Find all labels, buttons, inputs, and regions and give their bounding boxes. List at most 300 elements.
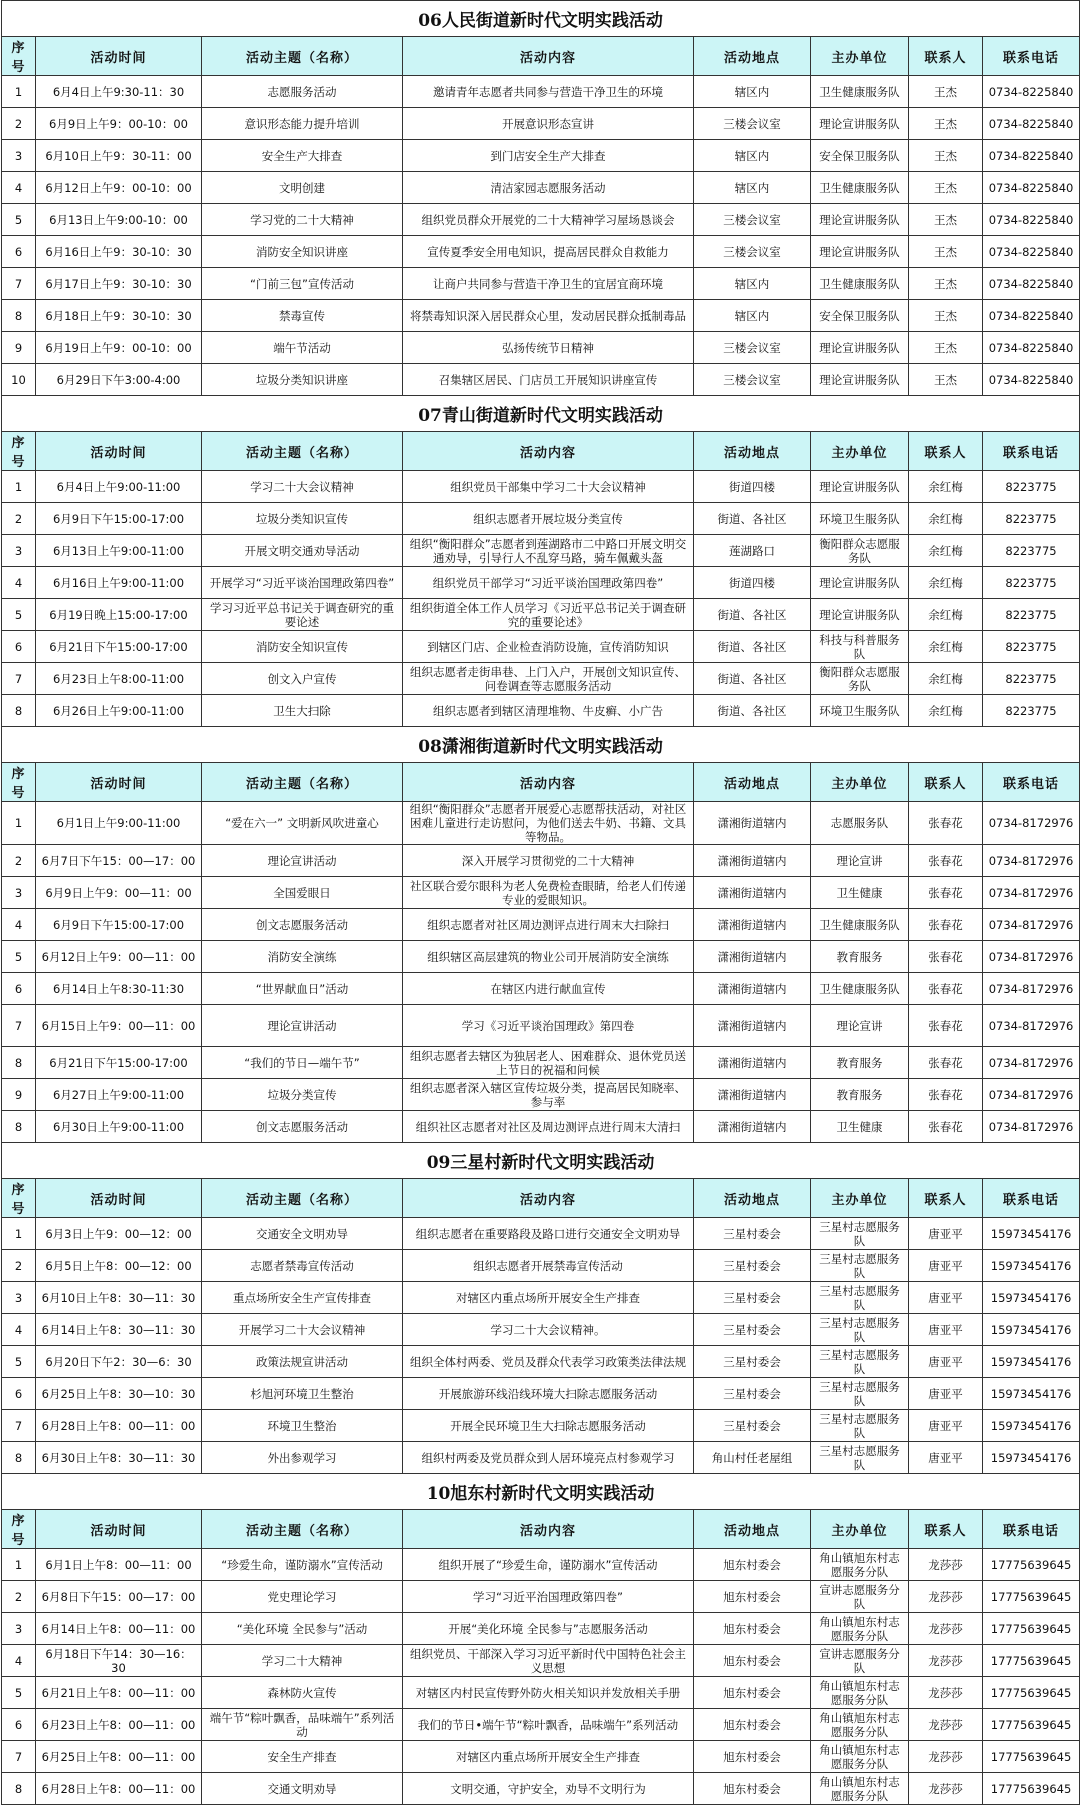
table-row (2, 567, 1080, 599)
row-number: 4 (2, 909, 36, 941)
table-row (2, 364, 1080, 396)
row-number: 2 (2, 845, 36, 877)
table-row (2, 1047, 1080, 1079)
row-number: 3 (2, 877, 36, 909)
organizer: 理论宣讲服务队 (811, 471, 909, 503)
table-header-row (2, 37, 1080, 76)
activity-place: 三楼会议室 (694, 332, 811, 364)
activity-content: 开展“美化环境 全民参与”志愿服务活动 (403, 1613, 694, 1645)
contact-phone: 8223775 (983, 535, 1080, 567)
activity-time: 6月13日上午9:00-10：00 (36, 204, 202, 236)
organizer: 理论宣讲服务队 (811, 567, 909, 599)
activity-place: 潇湘街道辖内 (694, 1111, 811, 1143)
section-title: 06人民街道新时代文明实践活动 (2, 1, 1080, 37)
column-header: 活动主题（名称） (202, 1510, 403, 1549)
column-header: 活动内容 (403, 432, 694, 471)
activity-content: 在辖区内进行献血宣传 (403, 973, 694, 1005)
organizer: 衡阳群众志愿服务队 (811, 535, 909, 567)
contact-person: 唐亚平 (909, 1442, 983, 1474)
contact-phone: 0734-8172976 (983, 877, 1080, 909)
activity-time: 6月12日上午9：00—11：00 (36, 941, 202, 973)
contact-person: 张春花 (909, 1079, 983, 1111)
activity-content: 组织村两委及党员群众到人居环境亮点村参观学习 (403, 1442, 694, 1474)
table-row (2, 845, 1080, 877)
table-row (2, 1346, 1080, 1378)
organizer: 教育服务 (811, 941, 909, 973)
column-header: 活动地点 (694, 1510, 811, 1549)
activity-content: 邀请青年志愿者共同参与营造干净卫生的环境 (403, 76, 694, 108)
activity-content: 组织辖区高层建筑的物业公司开展消防安全演练 (403, 941, 694, 973)
contact-person: 余红梅 (909, 695, 983, 727)
activity-theme: 理论宣讲活动 (202, 845, 403, 877)
table-row (2, 1218, 1080, 1250)
contact-phone: 17775639645 (983, 1741, 1080, 1773)
organizer: 角山镇旭东村志愿服务分队 (811, 1677, 909, 1709)
table-row (2, 1005, 1080, 1047)
table-row (2, 941, 1080, 973)
table-row (2, 1111, 1080, 1143)
section-title-row (2, 1143, 1080, 1179)
activity-theme: 全国爱眼日 (202, 877, 403, 909)
activity-time: 6月4日上午9:00-11:00 (36, 471, 202, 503)
contact-phone: 15973454176 (983, 1442, 1080, 1474)
organizer: 教育服务 (811, 1079, 909, 1111)
row-number: 3 (2, 1282, 36, 1314)
row-number: 4 (2, 567, 36, 599)
activity-content: 到门店安全生产大排查 (403, 140, 694, 172)
row-number: 4 (2, 1314, 36, 1346)
row-number: 1 (2, 76, 36, 108)
organizer: 三星村志愿服务队 (811, 1218, 909, 1250)
organizer: 卫生健康服务队 (811, 909, 909, 941)
activity-content: 学习二十大会议精神。 (403, 1314, 694, 1346)
contact-person: 张春花 (909, 1005, 983, 1047)
row-number: 1 (2, 471, 36, 503)
activity-time: 6月26日上午9:00-11:00 (36, 695, 202, 727)
section-title-row (2, 396, 1080, 432)
organizer: 卫生健康服务队 (811, 172, 909, 204)
activity-place: 三星村委会 (694, 1314, 811, 1346)
contact-phone: 15973454176 (983, 1218, 1080, 1250)
activity-time: 6月16日上午9:00-11:00 (36, 567, 202, 599)
contact-person: 唐亚平 (909, 1282, 983, 1314)
activity-place: 旭东村委会 (694, 1613, 811, 1645)
activity-place: 潇湘街道辖内 (694, 909, 811, 941)
activity-place: 潇湘街道辖内 (694, 1047, 811, 1079)
table-row (2, 503, 1080, 535)
organizer: 环境卫生服务队 (811, 503, 909, 535)
column-header: 活动主题（名称） (202, 37, 403, 76)
activity-content: 学习“习近平治国理政第四卷” (403, 1581, 694, 1613)
row-number: 3 (2, 1613, 36, 1645)
activity-theme: 消防安全知识宣传 (202, 631, 403, 663)
contact-phone: 15973454176 (983, 1282, 1080, 1314)
table-row (2, 268, 1080, 300)
activity-content: 组织志愿者开展垃圾分类宣传 (403, 503, 694, 535)
activity-theme: 党史理论学习 (202, 1581, 403, 1613)
contact-phone: 17775639645 (983, 1677, 1080, 1709)
activity-place: 三楼会议室 (694, 108, 811, 140)
section-title: 10旭东村新时代文明实践活动 (2, 1474, 1080, 1510)
activity-time: 6月16日上午9：30-10：30 (36, 236, 202, 268)
column-header: 主办单位 (811, 432, 909, 471)
contact-person: 唐亚平 (909, 1250, 983, 1282)
activity-time: 6月18日下午14：30—16：30 (36, 1645, 202, 1677)
section-title: 09三星村新时代文明实践活动 (2, 1143, 1080, 1179)
activity-schedule (1, 0, 1079, 1805)
table-row (2, 1282, 1080, 1314)
contact-phone: 15973454176 (983, 1378, 1080, 1410)
contact-person: 龙莎莎 (909, 1645, 983, 1677)
row-number: 9 (2, 332, 36, 364)
contact-person: 余红梅 (909, 567, 983, 599)
activity-time: 6月1日上午8：00—11：00 (36, 1549, 202, 1581)
activity-place: 辖区内 (694, 76, 811, 108)
row-number: 7 (2, 663, 36, 695)
activity-place: 潇湘街道辖内 (694, 845, 811, 877)
activity-content: 组织党员、干部深入学习习近平新时代中国特色社会主义思想 (403, 1645, 694, 1677)
table-row (2, 631, 1080, 663)
contact-phone: 0734-8225840 (983, 268, 1080, 300)
activity-theme: 安全生产大排查 (202, 140, 403, 172)
table-row (2, 1549, 1080, 1581)
contact-phone: 0734-8225840 (983, 236, 1080, 268)
contact-phone: 0734-8172976 (983, 973, 1080, 1005)
activity-time: 6月13日上午9:00-11:00 (36, 535, 202, 567)
organizer: 卫生健康服务队 (811, 76, 909, 108)
column-header: 活动内容 (403, 1510, 694, 1549)
contact-phone: 17775639645 (983, 1613, 1080, 1645)
activity-theme: 意识形态能力提升培训 (202, 108, 403, 140)
organizer: 三星村志愿服务队 (811, 1410, 909, 1442)
activity-time: 6月23日上午8:00-11:00 (36, 663, 202, 695)
table-row (2, 140, 1080, 172)
organizer: 三星村志愿服务队 (811, 1346, 909, 1378)
contact-person: 张春花 (909, 909, 983, 941)
activity-place: 三星村委会 (694, 1282, 811, 1314)
organizer: 三星村志愿服务队 (811, 1282, 909, 1314)
activity-theme: 交通安全文明劝导 (202, 1218, 403, 1250)
activity-place: 辖区内 (694, 140, 811, 172)
row-number: 3 (2, 140, 36, 172)
activity-time: 6月7日下午15：00—17：00 (36, 845, 202, 877)
row-number: 8 (2, 1111, 36, 1143)
contact-person: 龙莎莎 (909, 1773, 983, 1805)
contact-person: 余红梅 (909, 663, 983, 695)
activity-content: 组织党员干部学习“习近平谈治国理政第四卷” (403, 567, 694, 599)
table-header-row (2, 1510, 1080, 1549)
column-header: 活动时间 (36, 37, 202, 76)
row-number: 2 (2, 108, 36, 140)
table-row (2, 471, 1080, 503)
activity-theme: 政策法规宣讲活动 (202, 1346, 403, 1378)
activity-time: 6月10日上午8：30—11：30 (36, 1282, 202, 1314)
row-number: 4 (2, 1645, 36, 1677)
row-number: 10 (2, 364, 36, 396)
table-row (2, 535, 1080, 567)
activity-content: 宣传夏季安全用电知识，提高居民群众自救能力 (403, 236, 694, 268)
column-header: 主办单位 (811, 1179, 909, 1218)
activity-time: 6月28日上午8：00—11：00 (36, 1773, 202, 1805)
table-row (2, 1079, 1080, 1111)
table-row (2, 599, 1080, 631)
activity-content: 将禁毒知识深入居民群众心里，发动居民群众抵制毒品 (403, 300, 694, 332)
activity-content: 组织“衡阳群众”志愿者开展爱心志愿帮扶活动，对社区困难儿童进行走访慰问，为他们送去牛奶、书籍、文具等物品。 (403, 802, 694, 845)
activity-theme: 学习二十大精神 (202, 1645, 403, 1677)
organizer: 卫生健康服务队 (811, 268, 909, 300)
contact-person: 唐亚平 (909, 1346, 983, 1378)
section-title: 07青山街道新时代文明实践活动 (2, 396, 1080, 432)
activity-content: 文明交通，守护安全，劝导不文明行为 (403, 1773, 694, 1805)
activity-content: 对辖区内村民宣传野外防火相关知识并发放相关手册 (403, 1677, 694, 1709)
contact-person: 张春花 (909, 845, 983, 877)
activity-theme: “我们的节日—端午节” (202, 1047, 403, 1079)
organizer: 理论宣讲服务队 (811, 108, 909, 140)
contact-phone: 8223775 (983, 471, 1080, 503)
activity-content: 组织党员干部集中学习二十大会议精神 (403, 471, 694, 503)
column-header: 活动时间 (36, 432, 202, 471)
activity-content: 组织志愿者去辖区为独居老人、困难群众、退休党员送上节日的祝福和问候 (403, 1047, 694, 1079)
row-number: 2 (2, 1250, 36, 1282)
activity-content: 开展旅游环线沿线环境大扫除志愿服务活动 (403, 1378, 694, 1410)
contact-phone: 17775639645 (983, 1581, 1080, 1613)
activity-content: 社区联合爱尔眼科为老人免费检查眼睛，给老人们传递专业的爱眼知识。 (403, 877, 694, 909)
organizer: 宣讲志愿服务分队 (811, 1645, 909, 1677)
activity-theme: “世界献血日”活动 (202, 973, 403, 1005)
column-header: 联系人 (909, 432, 983, 471)
column-header: 活动主题（名称） (202, 763, 403, 802)
activity-content: 开展意识形态宣讲 (403, 108, 694, 140)
row-number: 1 (2, 802, 36, 845)
contact-person: 唐亚平 (909, 1218, 983, 1250)
activity-content: 组织街道全体工作人员学习《习近平总书记关于调查研究的重要论述》 (403, 599, 694, 631)
activity-theme: 学习习近平总书记关于调查研究的重要论述 (202, 599, 403, 631)
activity-place: 三星村委会 (694, 1378, 811, 1410)
column-header: 序号 (2, 37, 36, 76)
contact-person: 龙莎莎 (909, 1581, 983, 1613)
activity-theme: 端午节活动 (202, 332, 403, 364)
row-number: 7 (2, 1005, 36, 1047)
contact-person: 张春花 (909, 877, 983, 909)
table-row (2, 695, 1080, 727)
organizer: 理论宣讲服务队 (811, 236, 909, 268)
column-header: 联系电话 (983, 1510, 1080, 1549)
column-header: 联系电话 (983, 37, 1080, 76)
row-number: 1 (2, 1218, 36, 1250)
column-header: 活动时间 (36, 1510, 202, 1549)
organizer: 环境卫生服务队 (811, 695, 909, 727)
activity-place: 三星村委会 (694, 1218, 811, 1250)
row-number: 6 (2, 631, 36, 663)
activity-time: 6月23日上午8：00—11：00 (36, 1709, 202, 1741)
activity-theme: “门前三包”宣传活动 (202, 268, 403, 300)
activity-place: 旭东村委会 (694, 1581, 811, 1613)
row-number: 8 (2, 695, 36, 727)
activity-theme: 消防安全知识讲座 (202, 236, 403, 268)
contact-phone: 0734-8172976 (983, 1005, 1080, 1047)
row-number: 7 (2, 1410, 36, 1442)
activity-content: 组织志愿者到辖区清理堆物、牛皮癣、小广告 (403, 695, 694, 727)
row-number: 3 (2, 535, 36, 567)
row-number: 9 (2, 1079, 36, 1111)
activity-theme: 志愿者禁毒宣传活动 (202, 1250, 403, 1282)
table-row (2, 802, 1080, 845)
activity-time: 6月8日下午15：00—17：00 (36, 1581, 202, 1613)
table-row (2, 1410, 1080, 1442)
activity-time: 6月14日上午8：00—11：00 (36, 1613, 202, 1645)
contact-person: 王杰 (909, 140, 983, 172)
column-header: 活动主题（名称） (202, 432, 403, 471)
activity-time: 6月19日晚上15:00-17:00 (36, 599, 202, 631)
activity-time: 6月15日上午9：00—11：00 (36, 1005, 202, 1047)
row-number: 7 (2, 1741, 36, 1773)
contact-phone: 8223775 (983, 503, 1080, 535)
column-header: 活动地点 (694, 37, 811, 76)
contact-person: 王杰 (909, 204, 983, 236)
column-header: 主办单位 (811, 37, 909, 76)
organizer: 安全保卫服务队 (811, 140, 909, 172)
contact-person: 龙莎莎 (909, 1677, 983, 1709)
contact-phone: 0734-8225840 (983, 204, 1080, 236)
organizer: 理论宣讲服务队 (811, 599, 909, 631)
contact-person: 王杰 (909, 236, 983, 268)
contact-person: 龙莎莎 (909, 1613, 983, 1645)
organizer: 志愿服务队 (811, 802, 909, 845)
activity-content: 组织志愿者对社区周边测评点进行周末大扫除扫 (403, 909, 694, 941)
row-number: 6 (2, 973, 36, 1005)
organizer: 理论宣讲服务队 (811, 204, 909, 236)
contact-person: 余红梅 (909, 535, 983, 567)
activity-content: 召集辖区居民、门店员工开展知识讲座宣传 (403, 364, 694, 396)
table-row (2, 1378, 1080, 1410)
column-header: 序号 (2, 1510, 36, 1549)
contact-phone: 8223775 (983, 567, 1080, 599)
table-row (2, 76, 1080, 108)
table-row (2, 172, 1080, 204)
activity-content: 清洁家园志愿服务活动 (403, 172, 694, 204)
activity-place: 旭东村委会 (694, 1549, 811, 1581)
activity-place: 三楼会议室 (694, 236, 811, 268)
table-row (2, 1613, 1080, 1645)
activity-place: 三楼会议室 (694, 204, 811, 236)
activity-theme: 创文入户宣传 (202, 663, 403, 695)
contact-person: 张春花 (909, 973, 983, 1005)
organizer: 角山镇旭东村志愿服务分队 (811, 1709, 909, 1741)
contact-phone: 15973454176 (983, 1410, 1080, 1442)
organizer: 三星村志愿服务队 (811, 1442, 909, 1474)
column-header: 活动地点 (694, 763, 811, 802)
activity-time: 6月30日上午9:00-11:00 (36, 1111, 202, 1143)
activity-content: 开展全民环境卫生大扫除志愿服务活动 (403, 1410, 694, 1442)
organizer: 三星村志愿服务队 (811, 1378, 909, 1410)
column-header: 联系电话 (983, 432, 1080, 471)
table-row (2, 973, 1080, 1005)
activity-time: 6月17日上午9：30-10：30 (36, 268, 202, 300)
activity-place: 街道、各社区 (694, 503, 811, 535)
column-header: 活动时间 (36, 1179, 202, 1218)
organizer: 衡阳群众志愿服务队 (811, 663, 909, 695)
activity-theme: 学习二十大会议精神 (202, 471, 403, 503)
table-row (2, 108, 1080, 140)
contact-person: 余红梅 (909, 471, 983, 503)
activity-place: 辖区内 (694, 268, 811, 300)
section-title: 08潇湘街道新时代文明实践活动 (2, 727, 1080, 763)
contact-person: 王杰 (909, 268, 983, 300)
activity-time: 6月29日下午3:00-4:00 (36, 364, 202, 396)
table-row (2, 300, 1080, 332)
organizer: 角山镇旭东村志愿服务分队 (811, 1549, 909, 1581)
table-row (2, 1709, 1080, 1741)
activity-place: 三星村委会 (694, 1250, 811, 1282)
row-number: 2 (2, 1581, 36, 1613)
contact-person: 王杰 (909, 300, 983, 332)
activity-content: 组织全体村两委、党员及群众代表学习政策类法律法规 (403, 1346, 694, 1378)
activity-content: 弘扬传统节日精神 (403, 332, 694, 364)
contact-person: 龙莎莎 (909, 1549, 983, 1581)
activity-place: 潇湘街道辖内 (694, 877, 811, 909)
activity-theme: “美化环境 全民参与”活动 (202, 1613, 403, 1645)
column-header: 序号 (2, 432, 36, 471)
section-title-row (2, 1, 1080, 37)
row-number: 7 (2, 268, 36, 300)
organizer: 理论宣讲服务队 (811, 364, 909, 396)
row-number: 6 (2, 1709, 36, 1741)
contact-person: 张春花 (909, 1047, 983, 1079)
activity-place: 旭东村委会 (694, 1645, 811, 1677)
activity-time: 6月12日上午9：00-10：00 (36, 172, 202, 204)
contact-person: 龙莎莎 (909, 1741, 983, 1773)
activity-theme: 外出参观学习 (202, 1442, 403, 1474)
organizer: 角山镇旭东村志愿服务分队 (811, 1773, 909, 1805)
contact-person: 唐亚平 (909, 1314, 983, 1346)
activity-content: 组织“衡阳群众”志愿者到莲湖路市二中路口开展文明交通劝导，引导行人不乱穿马路，骑车佩戴头盔 (403, 535, 694, 567)
column-header: 联系人 (909, 1179, 983, 1218)
activity-time: 6月28日上午8：00—11：00 (36, 1410, 202, 1442)
row-number: 6 (2, 1378, 36, 1410)
contact-phone: 17775639645 (983, 1773, 1080, 1805)
contact-phone: 0734-8172976 (983, 909, 1080, 941)
activity-time: 6月21日下午15:00-17:00 (36, 1047, 202, 1079)
contact-person: 唐亚平 (909, 1410, 983, 1442)
activity-theme: 开展学习二十大会议精神 (202, 1314, 403, 1346)
contact-person: 龙莎莎 (909, 1709, 983, 1741)
table-row (2, 332, 1080, 364)
activity-place: 旭东村委会 (694, 1741, 811, 1773)
contact-phone: 0734-8225840 (983, 172, 1080, 204)
contact-phone: 0734-8172976 (983, 941, 1080, 973)
activity-theme: 垃圾分类宣传 (202, 1079, 403, 1111)
table-row (2, 1677, 1080, 1709)
activity-time: 6月3日上午9：00—12：00 (36, 1218, 202, 1250)
activity-content: 组织志愿者深入辖区宣传垃圾分类，提高居民知晓率、参与率 (403, 1079, 694, 1111)
organizer: 三星村志愿服务队 (811, 1250, 909, 1282)
organizer: 卫生健康 (811, 1111, 909, 1143)
activity-time: 6月9日下午15:00-17:00 (36, 503, 202, 535)
contact-person: 余红梅 (909, 631, 983, 663)
activity-theme: 交通文明劝导 (202, 1773, 403, 1805)
column-header: 主办单位 (811, 1510, 909, 1549)
contact-phone: 0734-8225840 (983, 76, 1080, 108)
column-header: 联系人 (909, 763, 983, 802)
contact-person: 张春花 (909, 1111, 983, 1143)
activity-content: 组织志愿者在重要路段及路口进行交通安全文明劝导 (403, 1218, 694, 1250)
activity-time: 6月1日上午9:00-11:00 (36, 802, 202, 845)
contact-phone: 15973454176 (983, 1314, 1080, 1346)
activity-place: 街道、各社区 (694, 631, 811, 663)
activity-theme: 环境卫生整治 (202, 1410, 403, 1442)
activity-time: 6月9日上午9：00-10：00 (36, 108, 202, 140)
table-row (2, 877, 1080, 909)
